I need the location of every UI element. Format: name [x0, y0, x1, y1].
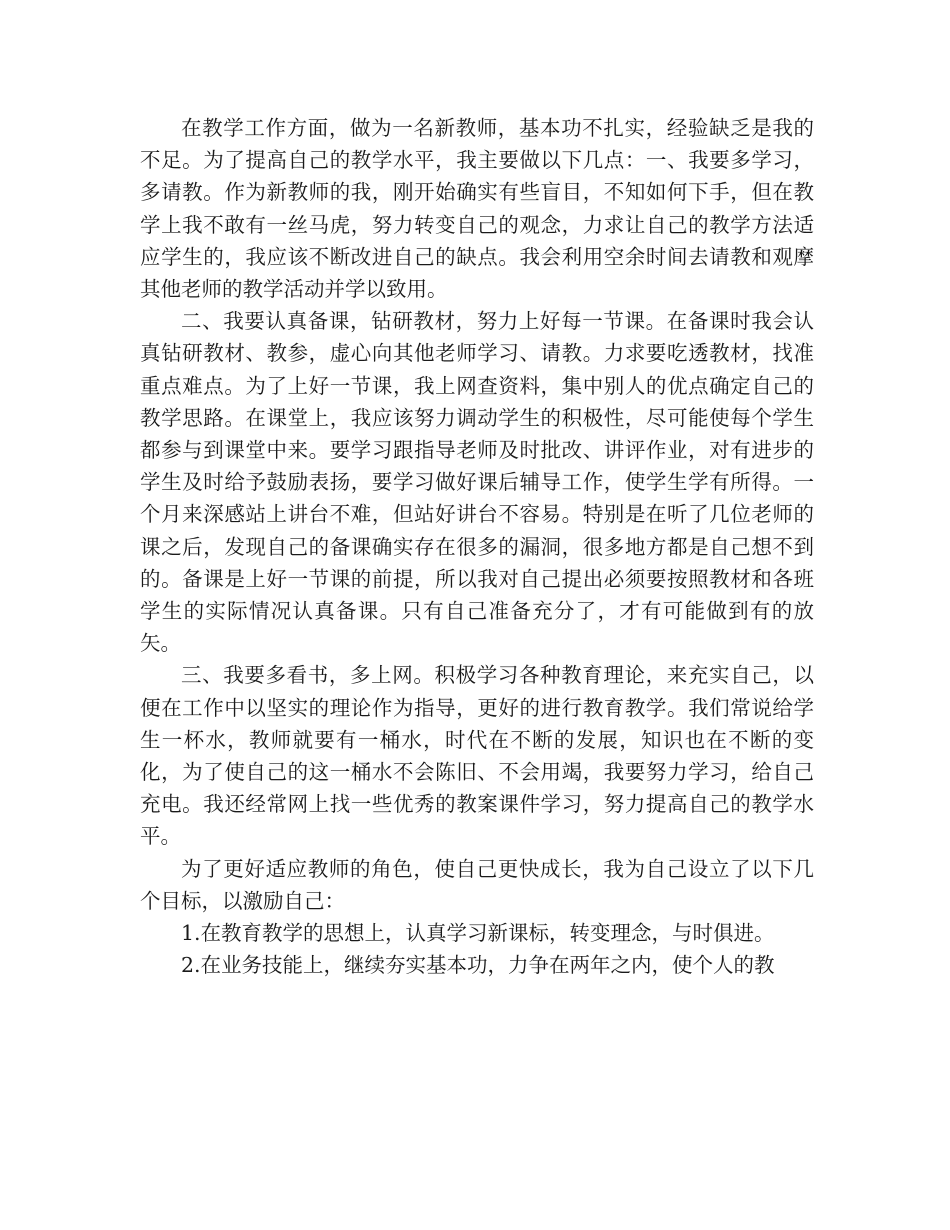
paragraph-reading-learning: 三、我要多看书，多上网。积极学习各种教育理论，来充实自己，以便在工作中以坚实的理论作为指导，更好的进行教育教学。我们常说给学生一杯水，教师就要有一桶水，时代在不断的发展，知识也在不断的变化，为了使自己的这一桶水不会陈旧、不会用竭，我要努力学习，给自己充电。我还经常网上找一些优秀的教案课件学习，努力提高自己的教学水平。 — [140, 663, 814, 849]
list-item-goal-1: 1.在教育教学的思想上，认真学习新课标，转变理念，与时俱进。 — [181, 921, 775, 946]
paragraph-goals-intro: 为了更好适应教师的角色，使自己更快成长，我为自己设立了以下几个目标，以激励自己： — [140, 856, 814, 913]
list-item-goal-2: 2.在业务技能上，继续夯实基本功，力争在两年之内，使个人的教 — [181, 953, 775, 978]
document-body — [140, 112, 814, 981]
paragraph-teaching-work: 在教学工作方面，做为一名新教师，基本功不扎实，经验缺乏是我的不足。为了提高自己的教学水平，我主要做以下几点：一、我要多学习，多请教。作为新教师的我，刚开始确实有些盲目，不知如何下手，但在教学上我不敢有一丝马虎，努力转变自己的观念，力求让自己的教学方法适应学生的，我应该不断改进自己的缺点。我会利用空余时间去请教和观摩其他老师的教学活动并学以致用。 — [140, 116, 814, 302]
paragraph-lesson-preparation: 二、我要认真备课，钻研教材，努力上好每一节课。在备课时我会认真钻研教材、教参，虚心向其他老师学习、请教。力求要吃透教材，找准重点难点。为了上好一节课，我上网查资料，集中别人的优点确定自己的教学思路。在课堂上，我应该努力调动学生的积极性，尽可能使每个学生都参与到课堂中来。要学习跟指导老师及时批改、讲评作业，对有进步的学生及时给予鼓励表扬，要学习做好课后辅导工作，使学生学有所得。一个月来深感站上讲台不难，但站好讲台不容易。特别是在听了几位老师的课之后，发现自己的备课确实存在很多的漏洞，很多地方都是自己想不到的。备课是上好一节课的前提，所以我对自己提出必须要按照教材和各班学生的实际情况认真备课。只有自己准备充分了，才有可能做到有的放矢。 — [140, 309, 814, 656]
